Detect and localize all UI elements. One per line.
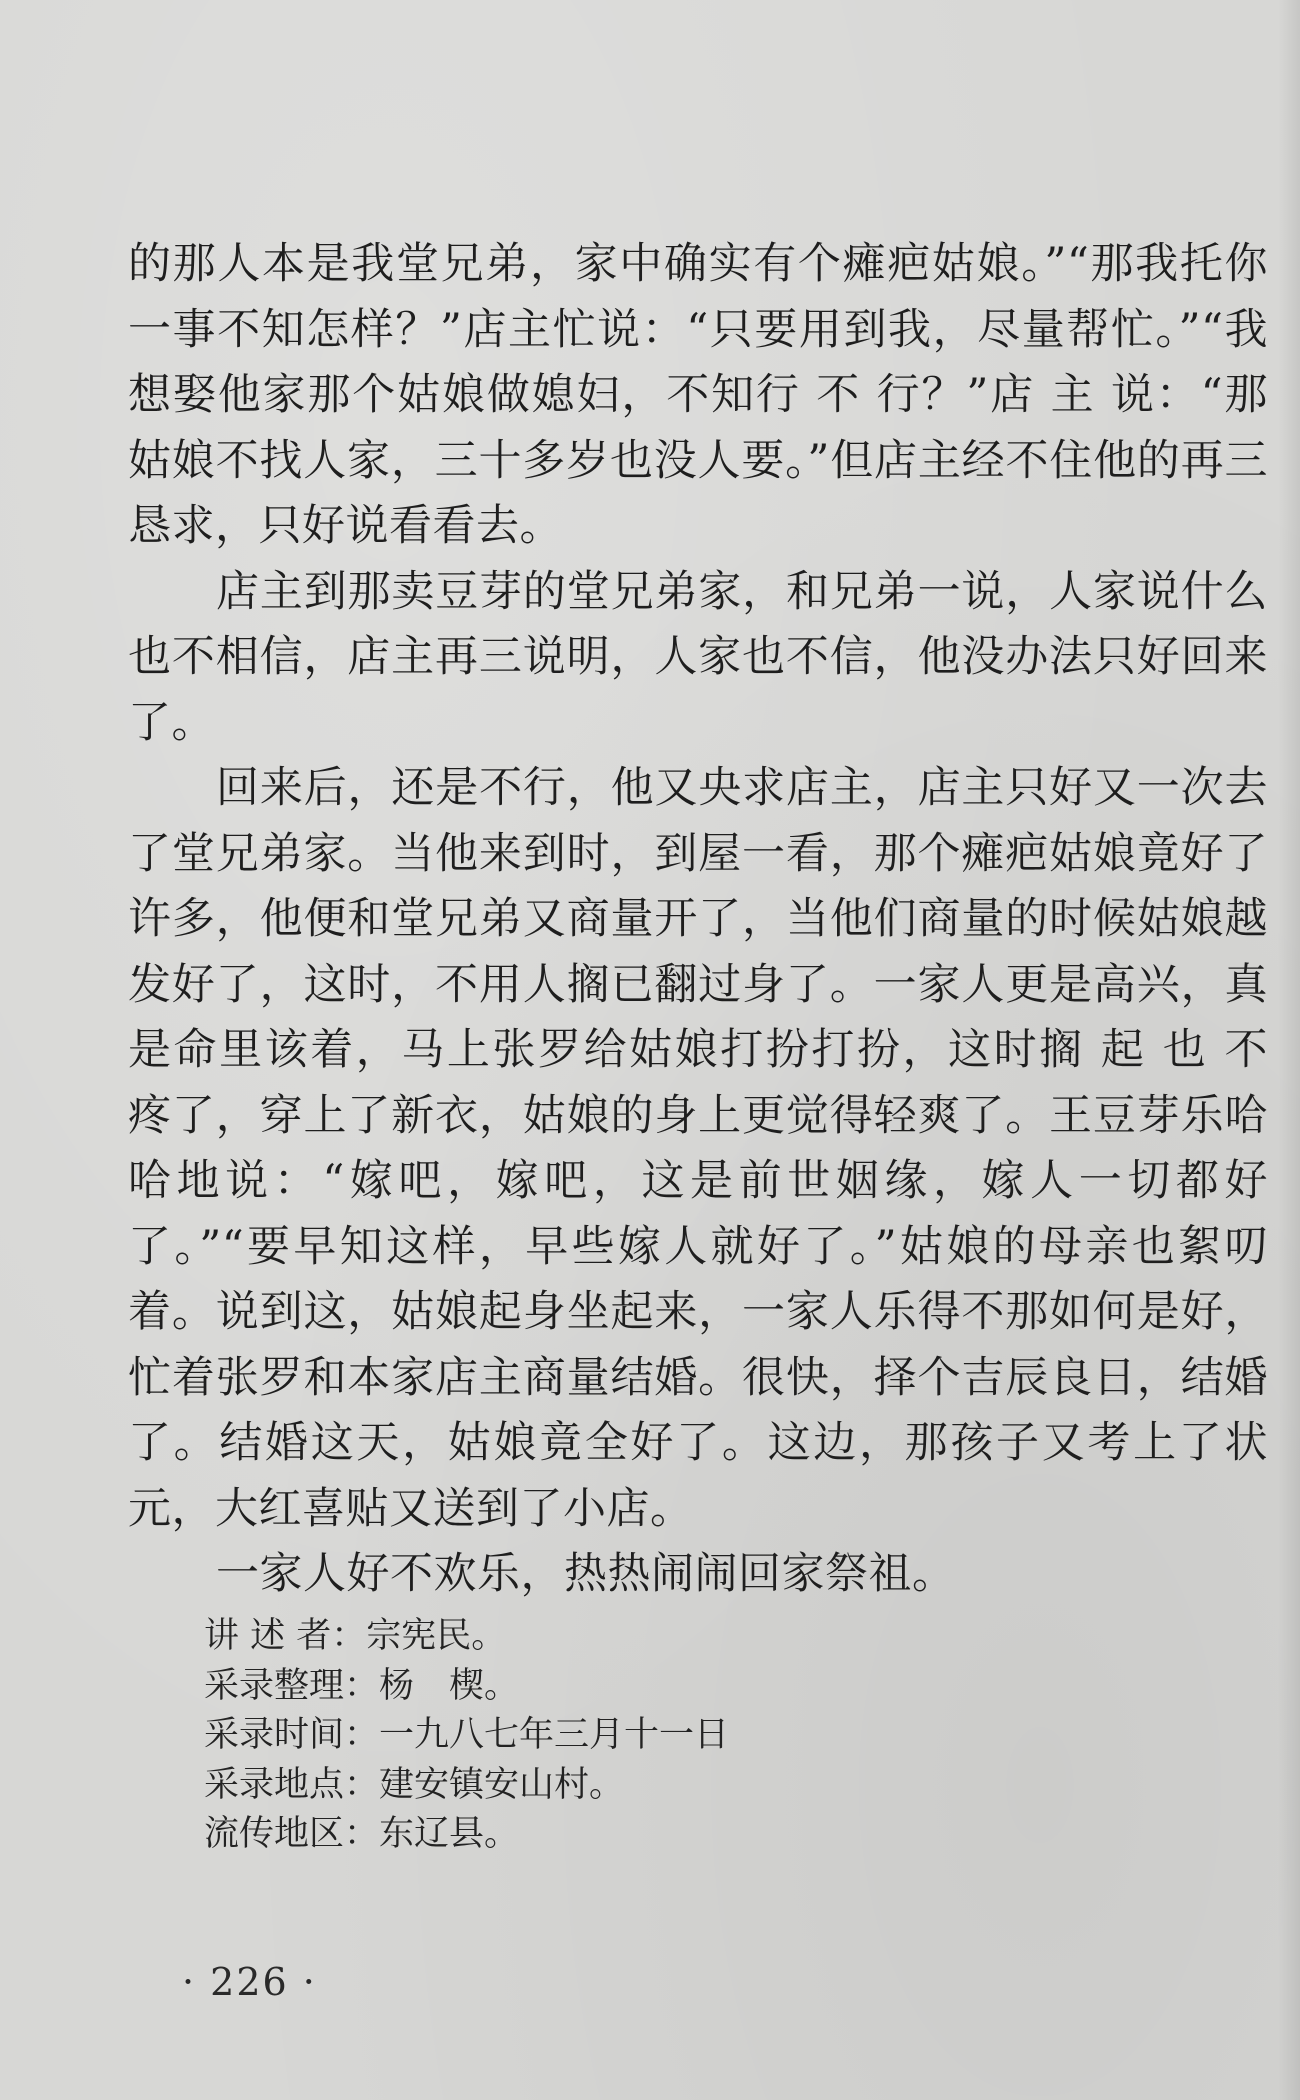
- credit-value: 宗宪民。: [366, 1616, 507, 1656]
- credit-label: 采录时间：: [204, 1715, 380, 1755]
- credit-label: 采录地点：: [204, 1764, 380, 1805]
- credit-label: 讲 述 者：: [204, 1616, 367, 1656]
- credit-value: 东辽县。: [379, 1814, 520, 1854]
- paragraph: 店主到那卖豆芽的堂兄弟家，和兄弟一说，人家说什么也不相信，店主再三说明，人家也不信，他没办法只好回来了。: [128, 566, 1268, 748]
- credit-location: [204, 1761, 729, 1811]
- credit-label: 采录整理：: [204, 1665, 380, 1706]
- credit-narrator: [204, 1612, 729, 1662]
- paragraph: 回来后，还是不行，他又央求店主，店主只好又一次去了堂兄弟家。当他来到时，到屋一看，那个瘫疤姑娘竟好了许多，他便和堂兄弟又商量开了，当他们商量的时候姑娘越发好了，这时，不用人搁已翻过身了。一家人更是高兴，真是命里该着，马上张罗给姑娘打扮打扮，这时搁 起 也 不 疼了，穿上了新衣，姑娘的身上更觉得轻爽了。王豆芽乐哈哈地说：“嫁吧，嫁吧，这是前世姻缘，嫁人一切都好了。”“要早知这样，早些嫁人就好了。”姑娘的母亲也絮叨着。说到这，姑娘起身坐起来，一家人乐得不那如何是好，忙着张罗和本家店主商量结婚。很快，择个吉辰良日，结婚了。结婚这天，姑娘竟全好了。这边，那孩子又考上了状元，大红喜贴又送到了小店。: [128, 763, 1268, 1534]
- body-text: [128, 232, 1268, 1608]
- credit-label: 流传地区：: [204, 1814, 380, 1854]
- page-number: · 226 ·: [182, 1960, 317, 2004]
- credit-compiler: [204, 1662, 729, 1712]
- credit-value: 杨 楔。: [379, 1665, 520, 1706]
- credit-region: [204, 1810, 729, 1860]
- credit-value: 一九八七年三月十一日: [379, 1715, 730, 1755]
- paragraph: 一家人好不欢乐，热热闹闹回家祭祖。: [216, 1549, 956, 1599]
- credits-block: [204, 1612, 729, 1860]
- page-edge-shadow: [1278, 0, 1300, 2100]
- credit-value: 建安镇安山村。: [379, 1764, 625, 1805]
- credit-date: [204, 1711, 729, 1761]
- paragraph-continuation: 的那人本是我堂兄弟，家中确实有个瘫疤姑娘。”“那我托你一事不知怎样？”店主忙说：“只要用到我，尽量帮忙。”“我想娶他家那个姑娘做媳妇，不知行 不 行？”店 主 说：“那姑娘不找人家，三十多岁也没人要。”但店主经不住他的再三恳求，只好说看看去。: [128, 239, 1268, 551]
